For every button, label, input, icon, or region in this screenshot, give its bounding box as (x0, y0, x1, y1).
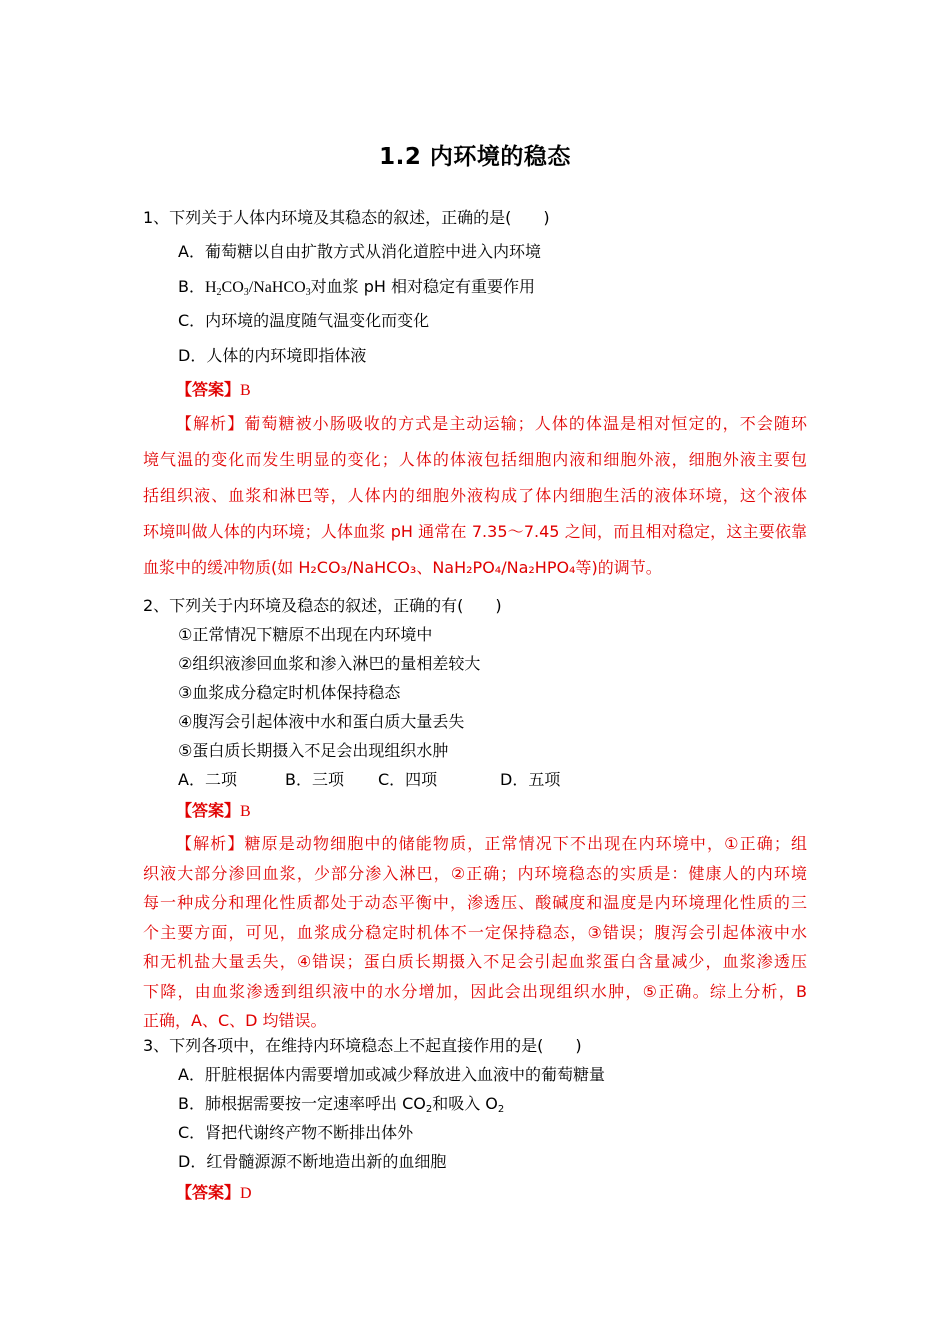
question-3-answer (176, 1183, 252, 1204)
answer-value: B (240, 803, 251, 820)
choice-a: A．二项 (178, 770, 237, 789)
question-1-option-a: A．葡萄糖以自由扩散方式从消化道腔中进入内环境 (178, 242, 541, 261)
question-2-analysis (143, 829, 807, 1036)
analysis-line: 血浆中的缓冲物质(如 H₂CO₃/NaHCO₃、NaH₂PO₄/Na₂HPO₄等)的调节。 (143, 558, 662, 577)
question-2-item: ⑤蛋白质长期摄入不足会出现组织水肿 (178, 741, 449, 760)
analysis-line: 个主要方面，可见，血浆成分稳定时机体不一定保持稳态，③错误；腹泻会引起体液中水 (143, 922, 807, 942)
question-3-option-a: A．肝脏根据体内需要增加或减少释放进入血液中的葡萄糖量 (178, 1065, 605, 1084)
analysis-line: 下降，由血浆渗透到组织液中的水分增加，因此会出现组织水肿，⑤正确。综上分析，B (143, 981, 807, 1001)
choice-d: D．五项 (500, 770, 561, 789)
analysis-line: 环境叫做人体的内环境；人体血浆 pH 通常在 7.35～7.45 之间，而且相对稳定，这主要依靠 (143, 522, 807, 541)
answer-label: 【答案】 (176, 801, 241, 820)
question-2-item: ①正常情况下糖原不出现在内环境中 (178, 625, 433, 644)
question-3-option-b: B．肺根据需要按一定速率呼出 $CO_2$和吸入 $O_2$ (178, 1094, 505, 1115)
analysis-line: 【解析】葡萄糖被小肠吸收的方式是主动运输；人体的体温是相对恒定的，不会随环 (176, 414, 807, 433)
analysis-line: 境气温的变化而发生明显的变化；人体的体液包括细胞内液和细胞外液，细胞外液主要包 (143, 450, 807, 469)
analysis-line: 和无机盐大量丢失，④错误；蛋白质长期摄入不足会引起血浆蛋白含量减少，血浆渗透压 (143, 952, 807, 971)
question-1-analysis (143, 406, 807, 586)
question-2-choices (178, 770, 560, 790)
question-3-option-d: D．红骨髓源源不断地造出新的血细胞 (178, 1152, 447, 1171)
analysis-line: 括组织液、血浆和淋巴等，人体内的细胞外液构成了体内细胞生活的液体环境，这个液体 (143, 486, 807, 505)
question-1-answer (176, 380, 251, 401)
answer-label: 【答案】 (176, 1183, 241, 1202)
formula-h2co3: $H_2CO_3/NaHCO_3$ (204, 279, 311, 298)
option-b-text: 对血浆 pH 相对稳定有重要作用 (310, 277, 536, 296)
question-2-answer (176, 801, 251, 822)
question-3-option-c: C．肾把代谢终产物不断排出体外 (178, 1123, 414, 1142)
question-2-item: ③血浆成分稳定时机体保持稳态 (178, 683, 401, 702)
choice-c: C．四项 (378, 770, 438, 789)
analysis-line: 【解析】糖原是动物细胞中的储能物质，正常情况下不出现在内环境中，①正确；组 (176, 834, 807, 853)
question-2-stem: 2、下列关于内环境及稳态的叙述，正确的有( ) (143, 596, 502, 615)
analysis-line: 正确，A、C、D 均错误。 (143, 1011, 327, 1030)
question-2-item: ④腹泻会引起体液中水和蛋白质大量丢失 (178, 712, 465, 731)
choice-b: B．三项 (285, 770, 344, 789)
question-1-stem: 1、下列关于人体内环境及其稳态的叙述，正确的是( ) (143, 208, 550, 227)
analysis-line: 每一种成分和理化性质都处于动态平衡中，渗透压、酸碱度和温度是内环境理化性质的三 (143, 893, 807, 912)
page-title: 1.2 内环境的稳态 (379, 144, 571, 170)
option-b-label: B． (178, 277, 205, 296)
answer-label: 【答案】 (176, 380, 241, 399)
question-1-option-c: C．内环境的温度随气温变化而变化 (178, 311, 430, 330)
question-1-option-d: D．人体的内环境即指体液 (178, 346, 367, 365)
question-1-option-b (178, 277, 535, 298)
answer-value: B (240, 382, 251, 399)
analysis-line: 织液大部分渗回血浆，少部分渗入淋巴，②正确；内环境稳态的实质是：健康人的内环境 (143, 863, 807, 883)
question-2-item: ②组织液渗回血浆和渗入淋巴的量相差较大 (178, 654, 481, 673)
question-3-stem: 3、下列各项中，在维持内环境稳态上不起直接作用的是( ) (143, 1036, 582, 1055)
answer-value: D (240, 1185, 252, 1202)
